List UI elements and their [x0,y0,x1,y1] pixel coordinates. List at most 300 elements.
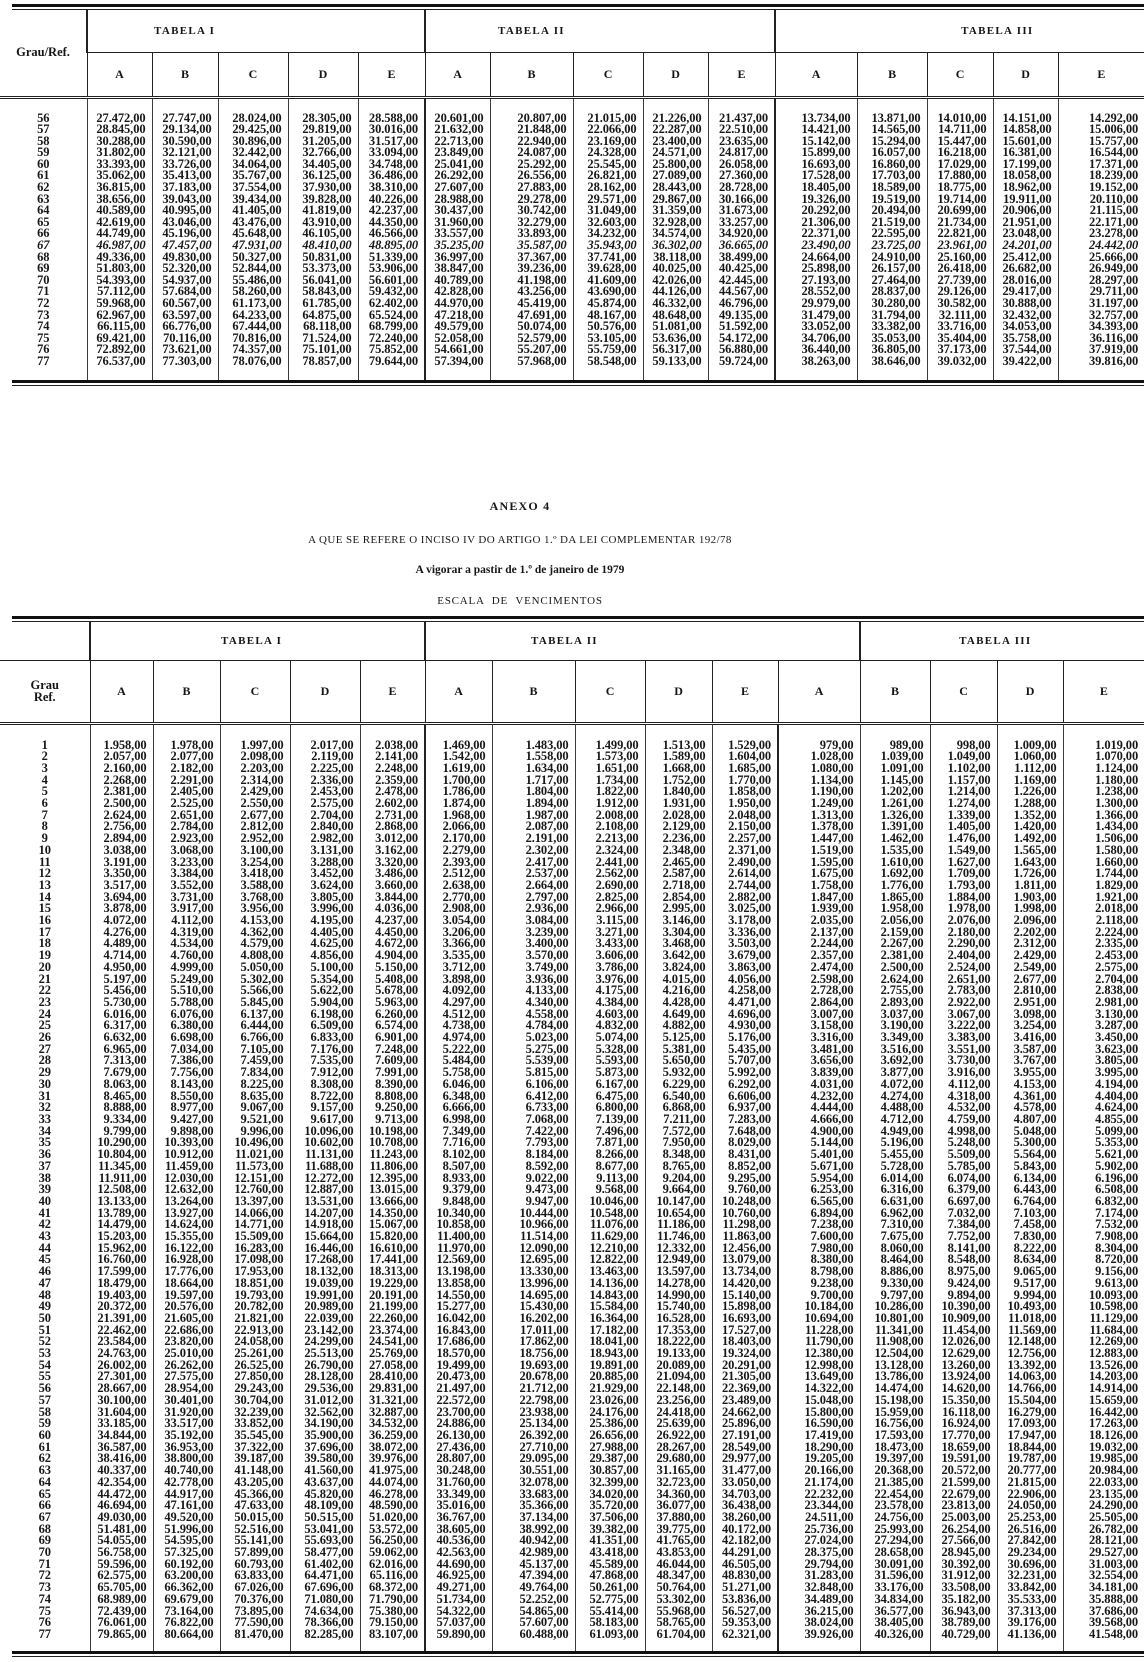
salary-cell-tabela-iii-e: 19.985,00 [1063,1453,1144,1465]
grau-ref-cell: 11 [38,854,51,869]
salary-cell-tabela-iii-b: 30.091,00 [860,1559,930,1571]
salary-cell-tabela-iii-e: 4.624,00 [1063,1102,1144,1114]
salary-cell-tabela-ii-b: 3.084,00 [492,915,575,927]
salary-cell-tabela-iii-b: 13.128,00 [860,1360,930,1372]
salary-cell-tabela-iii-a: 5.144,00 [778,1137,860,1149]
salary-cell-tabela-i-a: 6.632,00 [90,1032,153,1044]
salary-cell-tabela-iii-b: 17.703,00 [857,170,927,182]
salary-cell-tabela-iii-e: 15.006,00 [1058,124,1144,136]
salary-cell-tabela-iii-b: 38.646,00 [857,356,927,380]
salary-cell-tabela-i-b: 5.788,00 [153,997,220,1009]
salary-cell-tabela-i-a: 3.350,00 [90,868,153,880]
grau-ref-cell: 63 [37,191,50,206]
salary-cell-tabela-i-e: 46.566,00 [358,228,425,240]
salary-cell-tabela-i-b: 8.143,00 [153,1079,220,1091]
salary-cell-tabela-i-b: 2.651,00 [153,810,220,822]
salary-cell-tabela-iii-c: 1.274,00 [930,798,997,810]
salary-cell-tabela-iii-a: 1.134,00 [778,775,860,787]
salary-cell-tabela-iii-e: 8.720,00 [1063,1254,1144,1266]
salary-cell-tabela-ii-a: 1.874,00 [425,798,492,810]
salary-cell-tabela-iii-d: 23.048,00 [993,228,1058,240]
salary-cell-tabela-i-d: 7.176,00 [290,1044,360,1056]
salary-cell-tabela-ii-b: 22.940,00 [490,136,573,148]
salary-cell-tabela-iii-d: 12.756,00 [997,1348,1063,1360]
salary-cell-tabela-iii-c: 16.924,00 [930,1418,997,1430]
salary-cell-tabela-i-e: 32.887,00 [360,1407,425,1419]
salary-cell-tabela-iii-e: 7.532,00 [1063,1219,1144,1231]
salary-cell-tabela-ii-c: 3.115,00 [575,915,645,927]
salary-cell-tabela-i-a: 31.802,00 [87,147,152,159]
salary-cell-tabela-i-a: 27.472,00 [87,97,152,124]
salary-cell-tabela-iii-d: 1.060,00 [997,751,1063,763]
salary-cell-tabela-i-c: 3.254,00 [220,857,290,869]
salary-cell-tabela-ii-d: 24.418,00 [645,1407,712,1419]
salary-cell-tabela-i-a: 30.288,00 [87,136,152,148]
grau-ref-cell: 65 [38,1486,51,1501]
salary-cell-tabela-iii-c: 28.945,00 [930,1547,997,1559]
salary-cell-tabela-ii-d: 2.236,00 [645,833,712,845]
salary-cell-tabela-iii-c: 4.532,00 [930,1102,997,1114]
salary-cell-tabela-ii-d: 32.723,00 [645,1477,712,1489]
salary-cell-tabela-ii-b: 9.947,00 [492,1196,575,1208]
salary-cell-tabela-ii-c: 48.167,00 [573,310,643,322]
grau-ref-cell: 67 [38,1509,51,1524]
salary-cell-tabela-ii-c: 34.232,00 [573,228,643,240]
salary-cell-tabela-iii-b: 16.057,00 [857,147,927,159]
salary-cell-tabela-iii-d: 25.253,00 [997,1512,1063,1524]
salary-cell-tabela-iii-c: 12.026,00 [930,1336,997,1348]
grau-ref-cell: 27 [38,1041,51,1056]
salary-cell-tabela-iii-a: 5.671,00 [778,1161,860,1173]
salary-cell-tabela-ii-d: 1.668,00 [645,763,712,775]
salary-cell-tabela-i-b: 33.517,00 [153,1418,220,1430]
salary-cell-tabela-i-a: 72.439,00 [90,1606,153,1618]
salary-cell-tabela-i-d: 75.101,00 [288,344,358,356]
salary-cell-tabela-ii-c: 2.008,00 [575,810,645,822]
salary-cell-tabela-iii-d: 1.811,00 [997,880,1063,892]
salary-cell-tabela-ii-c: 35.943,00 [573,240,643,252]
salary-cell-tabela-i-d: 74.634,00 [290,1606,360,1618]
salary-cell-tabela-ii-e: 9.295,00 [712,1173,778,1185]
salary-cell-tabela-ii-c: 6.167,00 [575,1079,645,1091]
salary-cell-tabela-i-b: 77.303,00 [152,356,218,380]
salary-cell-tabela-iii-a: 33.052,00 [775,321,857,333]
salary-cell-tabela-i-b: 7.386,00 [153,1055,220,1067]
salary-cell-tabela-iii-c: 20.572,00 [930,1465,997,1477]
salary-cell-tabela-i-d: 12.887,00 [290,1184,360,1196]
salary-cell-tabela-iii-a: 25.898,00 [775,263,857,275]
salary-cell-tabela-iii-b: 989,00 [860,723,930,751]
salary-cell-tabela-iii-e: 31.003,00 [1063,1559,1144,1571]
salary-cell-tabela-ii-c: 29.571,00 [573,194,643,206]
salary-cell-tabela-ii-e: 19.324,00 [712,1348,778,1360]
salary-cell-tabela-iii-a: 10.184,00 [778,1301,860,1313]
salary-cell-tabela-iii-a: 24.664,00 [775,252,857,264]
salary-cell-tabela-i-d: 4.195,00 [290,915,360,927]
grau-ref-cell: 77 [38,1626,51,1641]
salary-cell-tabela-iii-d: 20.906,00 [993,205,1058,217]
salary-cell-tabela-i-e: 9.713,00 [360,1114,425,1126]
salary-cell-tabela-iii-d: 29.234,00 [997,1547,1063,1559]
salary-cell-tabela-ii-e: 1.604,00 [712,751,778,763]
salary-cell-tabela-iii-a: 1.519,00 [778,845,860,857]
salary-cell-tabela-ii-e: 33.050,00 [712,1477,778,1489]
salary-cell-tabela-iii-d: 1.009,00 [997,723,1063,751]
upper-table-body [0,97,1144,380]
salary-cell-tabela-iii-a: 24.511,00 [778,1512,860,1524]
grau-ref-cell: 21 [38,971,51,986]
salary-cell-tabela-ii-d: 25.800,00 [643,159,708,171]
salary-cell-tabela-iii-d: 22.906,00 [997,1489,1063,1501]
salary-cell-tabela-i-e: 15.067,00 [360,1219,425,1231]
salary-cell-tabela-i-c: 67.444,00 [218,321,288,333]
salary-cell-tabela-ii-d: 58.765,00 [645,1617,712,1629]
grau-ref-cell: 71 [37,284,50,299]
salary-cell-tabela-ii-e: 11.863,00 [712,1231,778,1243]
salary-cell-tabela-iii-d: 30.888,00 [993,298,1058,310]
salary-cell-tabela-ii-a: 2.770,00 [425,892,492,904]
salary-cell-tabela-i-b: 40.995,00 [152,205,218,217]
salary-cell-tabela-i-a: 59.968,00 [87,298,152,310]
salary-cell-tabela-ii-b: 33.893,00 [490,228,573,240]
salary-cell-tabela-i-b: 33.726,00 [152,159,218,171]
salary-cell-tabela-ii-c: 43.690,00 [573,286,643,298]
salary-cell-tabela-i-e: 48.590,00 [360,1500,425,1512]
grau-ref-cell: 6 [41,796,48,811]
salary-cell-tabela-iii-e: 14.292,00 [1058,97,1144,124]
salary-cell-tabela-iii-b: 33.176,00 [860,1582,930,1594]
salary-cell-tabela-i-d: 2.225,00 [290,763,360,775]
grau-ref-cell: 3 [41,760,48,775]
salary-cell-tabela-iii-e: 12.883,00 [1063,1348,1144,1360]
column-header-row [0,660,1144,723]
grau-ref-cell: 61 [37,168,50,183]
salary-cell-tabela-i-d: 3.288,00 [290,857,360,869]
grau-ref-cell: 15 [38,901,51,916]
salary-cell-tabela-ii-d: 36.077,00 [645,1500,712,1512]
salary-cell-tabela-iii-c: 22.679,00 [930,1489,997,1501]
salary-cell-tabela-iii-c: 3.730,00 [930,1055,997,1067]
salary-cell-tabela-ii-e: 1.685,00 [712,763,778,775]
salary-cell-tabela-i-b: 2.077,00 [153,751,220,763]
salary-cell-tabela-iii-c: 21.734,00 [927,217,993,229]
salary-cell-tabela-iii-d: 37.313,00 [997,1606,1063,1618]
salary-cell-tabela-i-a: 8.465,00 [90,1091,153,1103]
salary-cell-tabela-iii-b: 1.391,00 [860,821,930,833]
salary-cell-tabela-iii-d: 8.222,00 [997,1243,1063,1255]
salary-cell-tabela-iii-e: 12.269,00 [1063,1336,1144,1348]
salary-cell-tabela-iii-c: 1.339,00 [930,810,997,822]
salary-cell-tabela-iii-c: 9.424,00 [930,1278,997,1290]
salary-cell-tabela-iii-c: 998,00 [930,723,997,751]
salary-cell-tabela-iii-a: 1.190,00 [778,786,860,798]
salary-cell-tabela-iii-a: 2.474,00 [778,962,860,974]
salary-cell-tabela-i-b: 7.034,00 [153,1044,220,1056]
salary-cell-tabela-ii-b: 32.078,00 [492,1477,575,1489]
salary-cell-tabela-ii-c: 8.677,00 [575,1161,645,1173]
salary-cell-tabela-iii-b: 11.908,00 [860,1336,930,1348]
salary-cell-tabela-iii-e: 24.290,00 [1063,1500,1144,1512]
salary-cell-tabela-i-c: 50.327,00 [218,252,288,264]
salary-cell-tabela-i-a: 2.381,00 [90,786,153,798]
salary-cell-tabela-ii-d: 36.302,00 [643,240,708,252]
salary-cell-tabela-i-a: 76.061,00 [90,1617,153,1629]
salary-cell-tabela-ii-a: 35.235,00 [425,240,490,252]
salary-cell-tabela-ii-b: 15.430,00 [492,1301,575,1313]
salary-cell-tabela-ii-b: 2.302,00 [492,845,575,857]
salary-cell-tabela-i-b: 21.605,00 [153,1313,220,1325]
salary-cell-tabela-iii-a: 29.794,00 [778,1559,860,1571]
salary-cell-tabela-i-b: 39.043,00 [152,194,218,206]
salary-cell-tabela-i-a: 9.334,00 [90,1114,153,1126]
salary-cell-tabela-ii-d: 27.089,00 [643,170,708,182]
salary-cell-tabela-iii-a: 1.080,00 [778,763,860,775]
salary-cell-tabela-i-a: 9.799,00 [90,1126,153,1138]
grau-ref-header: Grau/Ref. [0,10,87,97]
salary-cell-tabela-ii-e: 4.258,00 [712,985,778,997]
salary-cell-tabela-ii-a: 2.908,00 [425,903,492,915]
salary-cell-tabela-ii-d: 41.765,00 [645,1535,712,1547]
salary-cell-tabela-iii-b: 5.455,00 [860,1149,930,1161]
salary-cell-tabela-iii-d: 2.810,00 [997,985,1063,997]
salary-cell-tabela-i-d: 61.402,00 [290,1559,360,1571]
column-header-tabela-i-a: A [87,52,152,97]
salary-cell-tabela-iii-a: 4.232,00 [778,1091,860,1103]
salary-cell-tabela-i-e: 56.601,00 [358,275,425,287]
salary-cell-tabela-iii-a: 23.344,00 [778,1500,860,1512]
salary-cell-tabela-iii-e: 2.838,00 [1063,985,1144,997]
salary-cell-tabela-ii-a: 17.686,00 [425,1336,492,1348]
salary-cell-tabela-iii-d: 4.807,00 [997,1114,1063,1126]
salary-cell-tabela-ii-c: 1.822,00 [575,786,645,798]
salary-cell-tabela-ii-c: 2.562,00 [575,868,645,880]
salary-cell-tabela-ii-a: 35.016,00 [425,1500,492,1512]
salary-cell-tabela-ii-d: 39.775,00 [645,1524,712,1536]
salary-cell-tabela-i-b: 13.264,00 [153,1196,220,1208]
salary-cell-tabela-i-c: 7.105,00 [220,1044,290,1056]
salary-cell-tabela-i-a: 40.589,00 [87,205,152,217]
salary-cell-tabela-i-b: 36.953,00 [153,1442,220,1454]
salary-cell-tabela-iii-a: 7.980,00 [778,1243,860,1255]
salary-cell-tabela-i-c: 9.521,00 [220,1114,290,1126]
salary-cell-tabela-ii-b: 25.134,00 [492,1418,575,1430]
salary-cell-tabela-i-c: 5.050,00 [220,962,290,974]
salary-cell-tabela-ii-d: 2.129,00 [645,821,712,833]
salary-cell-tabela-i-a: 36.587,00 [90,1442,153,1454]
salary-cell-tabela-iii-d: 1.288,00 [997,798,1063,810]
salary-cell-tabela-iii-c: 1.102,00 [930,763,997,775]
column-header-tabela-ii-d: D [643,52,708,97]
salary-cell-tabela-iii-d: 11.018,00 [997,1313,1063,1325]
salary-cell-tabela-iii-d: 17.199,00 [993,159,1058,171]
salary-cell-tabela-ii-e: 17.527,00 [712,1325,778,1337]
salary-cell-tabela-ii-a: 3.366,00 [425,938,492,950]
salary-cell-tabela-i-d: 82.285,00 [290,1629,360,1651]
salary-cell-tabela-iii-d: 6.764,00 [997,1196,1063,1208]
salary-cell-tabela-i-a: 3.694,00 [90,892,153,904]
salary-cell-tabela-i-b: 73.164,00 [153,1606,220,1618]
salary-cell-tabela-ii-d: 48.648,00 [643,310,708,322]
salary-cell-tabela-ii-d: 34.360,00 [645,1489,712,1501]
salary-cell-tabela-i-d: 3.131,00 [290,845,360,857]
salary-cell-tabela-ii-d: 1.931,00 [645,798,712,810]
salary-cell-tabela-ii-a: 20.601,00 [425,97,490,124]
salary-cell-tabela-ii-c: 58.548,00 [573,356,643,380]
salary-cell-tabela-i-e: 36.486,00 [358,170,425,182]
salary-cell-tabela-ii-c: 28.162,00 [573,182,643,194]
salary-cell-tabela-iii-a: 27.193,00 [775,275,857,287]
salary-cell-tabela-ii-d: 4.216,00 [645,985,712,997]
salary-cell-tabela-ii-a: 33.557,00 [425,228,490,240]
salary-cell-tabela-ii-a: 13.198,00 [425,1266,492,1278]
salary-cell-tabela-ii-c: 5.074,00 [575,1032,645,1044]
salary-cell-tabela-iii-a: 17.419,00 [778,1430,860,1442]
salary-cell-tabela-iii-e: 1.580,00 [1063,845,1144,857]
grau-ref-cell: 54 [38,1357,51,1372]
salary-cell-tabela-iii-a: 12.998,00 [778,1360,860,1372]
salary-cell-tabela-ii-b: 3.400,00 [492,938,575,950]
salary-cell-tabela-iii-a: 28.375,00 [778,1547,860,1559]
salary-cell-tabela-ii-b: 29.278,00 [490,194,573,206]
salary-cell-tabela-ii-b: 1.894,00 [492,798,575,810]
salary-cell-tabela-iii-b: 6.962,00 [860,1208,930,1220]
salary-cell-tabela-i-e: 25.769,00 [360,1348,425,1360]
salary-cell-tabela-iii-a: 31.479,00 [775,310,857,322]
salary-cell-tabela-iii-a: 31.283,00 [778,1570,860,1582]
salary-cell-tabela-i-d: 2.119,00 [290,751,360,763]
salary-cell-tabela-ii-d: 31.165,00 [645,1465,712,1477]
salary-cell-tabela-ii-e: 6.292,00 [712,1079,778,1091]
column-header-tabela-iii-d: D [993,52,1058,97]
salary-cell-tabela-ii-c: 26.821,00 [573,170,643,182]
salary-cell-tabela-i-c: 32.442,00 [218,147,288,159]
salary-cell-tabela-i-c: 52.844,00 [218,263,288,275]
salary-cell-tabela-iii-e: 32.757,00 [1058,310,1144,322]
salary-cell-tabela-i-a: 4.276,00 [90,927,153,939]
salary-cell-tabela-iii-c: 4.318,00 [930,1091,997,1103]
salary-cell-tabela-ii-e: 23.635,00 [708,136,775,148]
salary-cell-tabela-ii-c: 35.720,00 [575,1500,645,1512]
salary-cell-tabela-ii-c: 24.328,00 [573,147,643,159]
salary-cell-tabela-iii-e: 5.099,00 [1063,1126,1144,1138]
salary-cell-tabela-ii-d: 12.949,00 [645,1254,712,1266]
salary-cell-tabela-ii-c: 32.399,00 [575,1477,645,1489]
salary-cell-tabela-i-b: 3.233,00 [153,857,220,869]
salary-cell-tabela-i-c: 3.956,00 [220,903,290,915]
salary-cell-tabela-ii-c: 2.966,00 [575,903,645,915]
salary-cell-tabela-iii-b: 36.805,00 [857,344,927,356]
salary-cell-tabela-i-b: 44.917,00 [153,1489,220,1501]
salary-cell-tabela-ii-b: 17.862,00 [492,1336,575,1348]
salary-cell-tabela-i-d: 18.132,00 [290,1266,360,1278]
salary-cell-tabela-ii-e: 46.796,00 [708,298,775,310]
salary-cell-tabela-ii-a: 28.988,00 [425,194,490,206]
salary-cell-tabela-ii-d: 2.718,00 [645,880,712,892]
salary-cell-tabela-iii-c: 30.392,00 [930,1559,997,1571]
salary-cell-tabela-ii-a: 8.102,00 [425,1149,492,1161]
salary-cell-tabela-i-d: 3.805,00 [290,892,360,904]
grau-ref-cell: 75 [37,330,50,345]
salary-cell-tabela-iii-b: 6.631,00 [860,1196,930,1208]
salary-cell-tabela-ii-b: 5.539,00 [492,1055,575,1067]
salary-cell-tabela-i-a: 62.967,00 [87,310,152,322]
column-header-tabela-ii-e: E [712,660,778,723]
salary-cell-tabela-ii-d: 53.302,00 [645,1594,712,1606]
salary-cell-tabela-iii-c: 4.112,00 [930,1079,997,1091]
salary-cell-tabela-iii-e: 15.659,00 [1063,1395,1144,1407]
salary-cell-tabela-iii-b: 9.330,00 [860,1278,930,1290]
salary-cell-tabela-i-d: 37.696,00 [290,1442,360,1454]
salary-cell-tabela-iii-d: 2.549,00 [997,962,1063,974]
salary-cell-tabela-i-d: 20.989,00 [290,1301,360,1313]
salary-cell-tabela-i-a: 62.575,00 [90,1570,153,1582]
salary-cell-tabela-iii-d: 35.758,00 [993,333,1058,345]
salary-cell-tabela-ii-c: 12.822,00 [575,1254,645,1266]
salary-cell-tabela-ii-c: 7.496,00 [575,1126,645,1138]
salary-cell-tabela-i-b: 40.740,00 [153,1465,220,1477]
salary-cell-tabela-i-e: 79.150,00 [360,1617,425,1629]
salary-cell-tabela-ii-d: 59.133,00 [643,356,708,380]
salary-cell-tabela-i-c: 6.444,00 [220,1020,290,1032]
salary-cell-tabela-i-c: 35.767,00 [218,170,288,182]
salary-cell-tabela-iii-c: 2.076,00 [930,915,997,927]
salary-cell-tabela-ii-a: 8.933,00 [425,1173,492,1185]
salary-cell-tabela-iii-e: 24.442,00 [1058,240,1144,252]
salary-cell-tabela-ii-e: 51.271,00 [712,1582,778,1594]
salary-cell-tabela-iii-c: 11.454,00 [930,1325,997,1337]
salary-cell-tabela-ii-c: 37.741,00 [573,252,643,264]
salary-cell-tabela-i-b: 37.183,00 [152,182,218,194]
grau-ref-cell: 56 [38,1381,51,1396]
salary-cell-tabela-iii-d: 32.432,00 [993,310,1058,322]
salary-cell-tabela-i-a: 33.185,00 [90,1418,153,1430]
salary-cell-tabela-iii-d: 8.634,00 [997,1254,1063,1266]
salary-cell-tabela-i-d: 3.996,00 [290,903,360,915]
grau-ref-cell: 40 [38,1193,51,1208]
salary-cell-tabela-ii-d: 9.204,00 [645,1173,712,1185]
salary-cell-tabela-ii-c: 6.800,00 [575,1102,645,1114]
salary-cell-tabela-i-e: 38.310,00 [358,182,425,194]
salary-cell-tabela-ii-c: 3.271,00 [575,927,645,939]
salary-cell-tabela-i-b: 30.590,00 [152,136,218,148]
grau-ref-cell: 14 [38,889,51,904]
salary-cell-tabela-iii-b: 25.993,00 [860,1524,930,1536]
salary-cell-tabela-i-a: 72.892,00 [87,344,152,356]
salary-cell-tabela-ii-a: 18.570,00 [425,1348,492,1360]
salary-cell-tabela-i-b: 27.747,00 [152,97,218,124]
salary-cell-tabela-ii-a: 54.322,00 [425,1606,492,1618]
salary-cell-tabela-i-c: 26.525,00 [220,1360,290,1372]
salary-cell-tabela-iii-b: 4.488,00 [860,1102,930,1114]
salary-cell-tabela-iii-c: 2.404,00 [930,950,997,962]
salary-cell-tabela-ii-c: 50.576,00 [573,321,643,333]
salary-cell-tabela-ii-d: 5.381,00 [645,1044,712,1056]
salary-cell-tabela-iii-b: 6.316,00 [860,1184,930,1196]
grau-ref-cell: 8 [41,819,48,834]
salary-cell-tabela-iii-b: 5.196,00 [860,1137,930,1149]
salary-cell-tabela-i-a: 14.479,00 [90,1219,153,1231]
salary-cell-tabela-iii-c: 39.032,00 [927,356,993,380]
salary-cell-tabela-iii-d: 35.533,00 [997,1594,1063,1606]
salary-cell-tabela-i-b: 4.534,00 [153,938,220,950]
salary-cell-tabela-ii-e: 59.353,00 [712,1617,778,1629]
salary-cell-tabela-i-c: 45.648,00 [218,228,288,240]
salary-cell-tabela-ii-b: 47.691,00 [490,310,573,322]
salary-cell-tabela-iii-c: 18.775,00 [927,182,993,194]
grau-ref-cell: 71 [38,1556,51,1571]
salary-cell-tabela-ii-e: 1.858,00 [712,786,778,798]
salary-cell-tabela-ii-a: 1.469,00 [425,723,492,751]
